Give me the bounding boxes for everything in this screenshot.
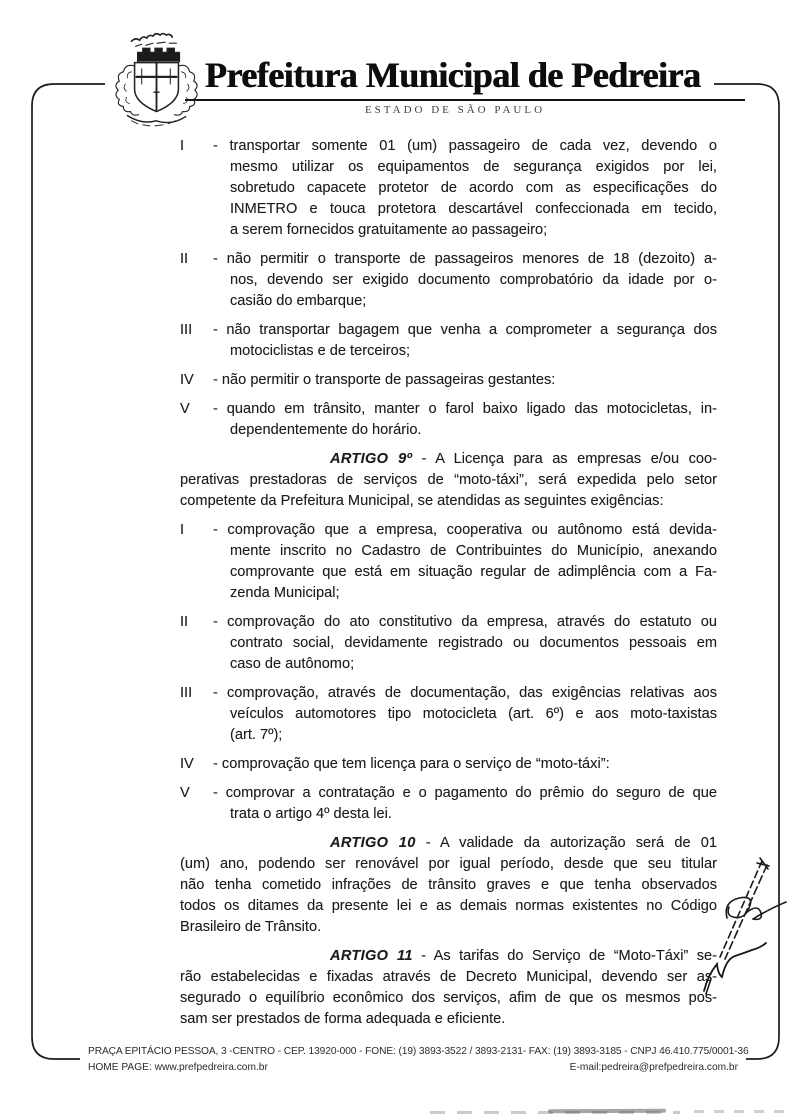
clause-text bbox=[213, 520, 717, 604]
clause-numeral: IV bbox=[180, 372, 194, 388]
text-line: nos, devendo ser exigido documento comprobatório da idade por o- bbox=[230, 272, 717, 288]
text-line: - comprovação, através de documentação, das exigências relativas aos bbox=[213, 685, 717, 701]
scan-artifact bbox=[694, 1110, 794, 1113]
text-line: (art. 7º); bbox=[230, 727, 283, 743]
clause-item-2-II bbox=[180, 612, 717, 675]
text-line: casião do embarque; bbox=[230, 293, 367, 309]
clause-item-1-I bbox=[180, 136, 717, 241]
clause-item-2-IV bbox=[180, 754, 717, 775]
clause-text bbox=[213, 136, 717, 241]
text-line: zenda Municipal; bbox=[230, 585, 340, 601]
footer-homepage: HOME PAGE: www.prefpedreira.com.br bbox=[88, 1062, 268, 1073]
clause-numeral: V bbox=[180, 401, 190, 417]
text-line: - transportar somente 01 (um) passageiro de cada vez, devendo o bbox=[213, 138, 717, 154]
artigo-11-intro: - As tarifas do Serviço de “Moto-Táxi” se- bbox=[412, 948, 717, 964]
text-line: caso de autônomo; bbox=[230, 656, 355, 672]
text-line: perativas prestadoras de serviços de “moto-táxi”, será expedida pelo setor bbox=[180, 472, 717, 488]
footer-email: E-mail:pedreira@prefpedreira.com.br bbox=[569, 1062, 738, 1073]
clause-numeral: III bbox=[180, 685, 193, 701]
clause-item-2-V bbox=[180, 783, 717, 825]
text-line: não tenha cometido infrações de trânsito graves e que tenha observados bbox=[180, 877, 717, 893]
text-line: (um) ano, podendo ser renovável por igual período, desde que seu titular bbox=[180, 856, 717, 872]
text-line: todos os ditames da presente lei e as demais normas existentes no Código bbox=[180, 898, 717, 914]
scan-artifact bbox=[548, 1109, 666, 1114]
text-line: motociclistas e de terceiros; bbox=[230, 343, 411, 359]
text-line: trata o artigo 4º desta lei. bbox=[230, 806, 392, 822]
clause-numeral: II bbox=[180, 251, 189, 267]
clause-text bbox=[213, 320, 717, 362]
title-underline bbox=[185, 99, 745, 101]
text-line: mesmo utilizar os equipamentos de segurança exigidos por lei, bbox=[230, 159, 717, 175]
signature-scribble bbox=[696, 855, 798, 1007]
artigo-10-text bbox=[180, 854, 717, 938]
clause-numeral: V bbox=[180, 785, 190, 801]
text-line: sam ser prestados de forma adequada e eficiente. bbox=[180, 1011, 506, 1027]
text-line: - comprovação do ato constitutivo da empresa, através do estatuto ou bbox=[213, 614, 717, 630]
clause-text bbox=[213, 754, 717, 775]
text-line: - comprovar a contratação e o pagamento do prêmio do seguro de que bbox=[213, 785, 717, 801]
artigo-11-text bbox=[180, 967, 717, 1030]
text-line: - comprovação que a empresa, cooperativa ou autônomo está devida- bbox=[213, 522, 717, 538]
text-line: Brasileiro de Trânsito. bbox=[180, 919, 322, 935]
text-line: veículos automotores tipo motocicleta (art. 6º) e aos moto-taxistas bbox=[230, 706, 717, 722]
text-line: - não transportar bagagem que venha a comprometer a segurança dos bbox=[213, 322, 717, 338]
artigo-9-label: ARTIGO 9º bbox=[330, 451, 413, 467]
clause-item-1-III bbox=[180, 320, 717, 362]
clause-text bbox=[213, 249, 717, 312]
clause-text bbox=[213, 783, 717, 825]
artigo-9-text bbox=[180, 470, 717, 512]
text-line: segurado o equilíbrio econômico dos serviços, afim de que os mesmos pos- bbox=[180, 990, 717, 1006]
clause-numeral: III bbox=[180, 322, 193, 338]
text-line: comprovante que está em situação regular de adimplência com a Fa- bbox=[230, 564, 717, 580]
text-line: competente da Prefeitura Municipal, se atendidas as seguintes exigências: bbox=[180, 493, 664, 509]
text-line: dependentemente do horário. bbox=[230, 422, 422, 438]
text-line: - quando em trânsito, manter o farol baixo ligado das motocicletas, in- bbox=[213, 401, 717, 417]
clause-item-1-V bbox=[180, 399, 717, 441]
artigo-9-intro: - A Licença para as empresas e/ou coo- bbox=[412, 451, 717, 467]
artigo-10-label: ARTIGO 10 bbox=[330, 835, 416, 851]
clause-numeral: I bbox=[180, 138, 185, 154]
clause-item-2-I bbox=[180, 520, 717, 604]
text-line: sobretudo capacete protetor de acordo com as especificações do bbox=[230, 180, 717, 196]
text-line: mente inscrito no Cadastro de Contribuintes do Município, anexando bbox=[230, 543, 717, 559]
text-line: - comprovação que tem licença para o serviço de “moto-táxi”: bbox=[213, 756, 610, 772]
text-line: INMETRO e touca protetora descartável confeccionada em tecido, bbox=[230, 201, 717, 217]
artigo-9-paragraph bbox=[180, 449, 717, 512]
text-line: - não permitir o transporte de passageiras gestantes: bbox=[213, 372, 556, 388]
municipality-title: Prefeitura Municipal de Pedreira bbox=[204, 55, 701, 95]
text-line: a serem fornecidos gratuitamente ao passageiro; bbox=[230, 222, 548, 238]
document-body bbox=[180, 136, 717, 1038]
clause-item-2-III bbox=[180, 683, 717, 746]
text-line: - não permitir o transporte de passageiros menores de 18 (dezoito) a- bbox=[213, 251, 717, 267]
clause-text bbox=[213, 399, 717, 441]
artigo-10-intro: - A validade da autorização será de 01 bbox=[415, 835, 717, 851]
text-line: contrato social, devidamente registrado ou documentos pessoais em bbox=[230, 635, 717, 651]
clause-numeral: II bbox=[180, 614, 189, 630]
clause-numeral: I bbox=[180, 522, 185, 538]
state-subtitle: ESTADO DE SÃO PAULO bbox=[364, 104, 546, 116]
clause-text bbox=[213, 683, 717, 746]
clause-numeral: IV bbox=[180, 756, 194, 772]
clause-text bbox=[213, 370, 717, 391]
clause-item-1-II bbox=[180, 249, 717, 312]
clause-item-1-IV bbox=[180, 370, 717, 391]
footer-address-line: PRAÇA EPITÁCIO PESSOA, 3 -CENTRO - CEP. 13920-000 - FONE: (19) 3893-3522 / 3893-2131- FAX: (19) 3893-3185 - CNPJ 46.410.775/0001-36 bbox=[88, 1046, 749, 1057]
artigo-11-label: ARTIGO 11 bbox=[330, 948, 413, 964]
text-line: rão estabelecidas e fixadas através de Decreto Municipal, devendo ser as- bbox=[180, 969, 717, 985]
artigo-11-paragraph bbox=[180, 946, 717, 1030]
clause-text bbox=[213, 612, 717, 675]
artigo-10-paragraph bbox=[180, 833, 717, 938]
